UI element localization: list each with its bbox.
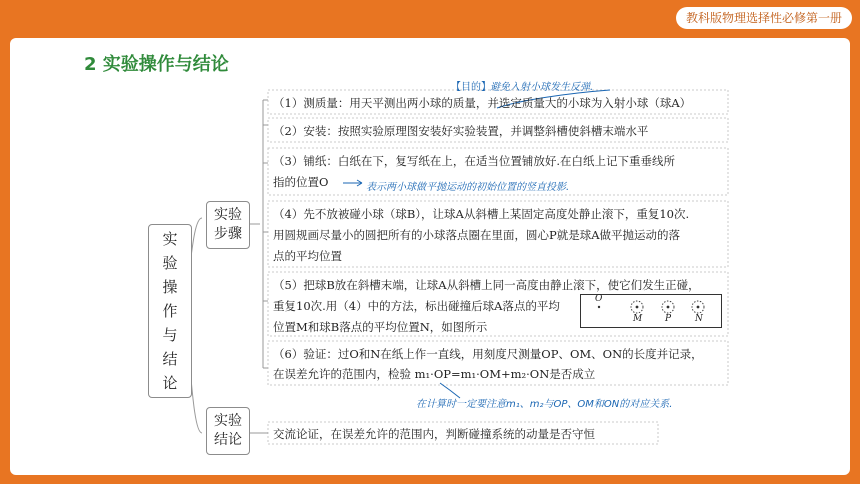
- landing-points-diagram: [580, 294, 722, 328]
- header-bar: [0, 0, 860, 36]
- main-node: [148, 224, 192, 398]
- aim-note: 避免入射小球发生反弹.: [490, 82, 594, 93]
- main-node-label: 实验操作与结论: [162, 230, 178, 392]
- step-5-line1: （5）把球B放在斜槽末端，让球A从斜槽上同一高度由静止滚下，使它们发生正碰，: [273, 278, 700, 292]
- branch-steps: [206, 201, 250, 249]
- branch-conclusion-line1: 实验: [214, 413, 242, 429]
- branch-steps-line1: 实验: [214, 207, 242, 223]
- step-5-line3: 位置M和球B落点的平均位置N，如图所示: [273, 320, 488, 334]
- conclusion-text: 交流论证，在误差允许的范围内，判断碰撞系统的动量是否守恒: [273, 427, 595, 441]
- branch-steps-line2: 步骤: [214, 226, 242, 242]
- step-3-line1: （3）铺纸：白纸在下，复写纸在上，在适当位置铺放好.在白纸上记下重垂线所: [273, 154, 675, 168]
- bottom-note: 在计算时一定要注意m₁、m₂与OP、OM和ON的对应关系.: [416, 399, 673, 410]
- point-m-label: M: [633, 314, 643, 324]
- step-3-line2: 指的位置O: [273, 175, 329, 189]
- o-note: 表示两小球做平抛运动的初始位置的竖直投影.: [366, 182, 570, 193]
- content-card: [10, 38, 850, 475]
- step-6-line1: （6）验证：过O和N在纸上作一直线，用刻度尺测量OP、OM、ON的长度并记录，: [273, 347, 703, 361]
- step-4-line1: （4）先不放被碰小球（球B），让球A从斜槽上某固定高度处静止滚下，重复10次.: [273, 207, 690, 221]
- book-badge: 教科版物理选择性必修第一册: [676, 7, 852, 29]
- step-5-line2: 重复10次.用（4）中的方法，标出碰撞后球A落点的平均: [273, 299, 560, 313]
- step-6-line2: 在误差允许的范围内，检验 m₁·OP=m₁·OM+m₂·ON是否成立: [273, 367, 596, 381]
- step-4-line3: 点的平均位置: [273, 249, 342, 263]
- section-title: 2 实验操作与结论: [84, 54, 229, 75]
- step-4-line2: 用圆规画尽量小的圆把所有的小球落点圈在里面，圆心P就是球A做平抛运动的落: [273, 228, 681, 242]
- step-1: （1）测质量：用天平测出两小球的质量，并选定质量大的小球为入射小球（球A）: [273, 96, 692, 110]
- step-2: （2）安装：按照实验原理图安装好实验装置，并调整斜槽使斜槽末端水平: [273, 124, 649, 138]
- point-o-label: O: [595, 294, 603, 304]
- point-n-label: N: [695, 314, 703, 324]
- point-p-label: P: [665, 314, 672, 324]
- branch-conclusion-line2: 结论: [214, 432, 242, 448]
- branch-conclusion: [206, 407, 250, 455]
- aim-tag: 【目的】: [451, 82, 491, 93]
